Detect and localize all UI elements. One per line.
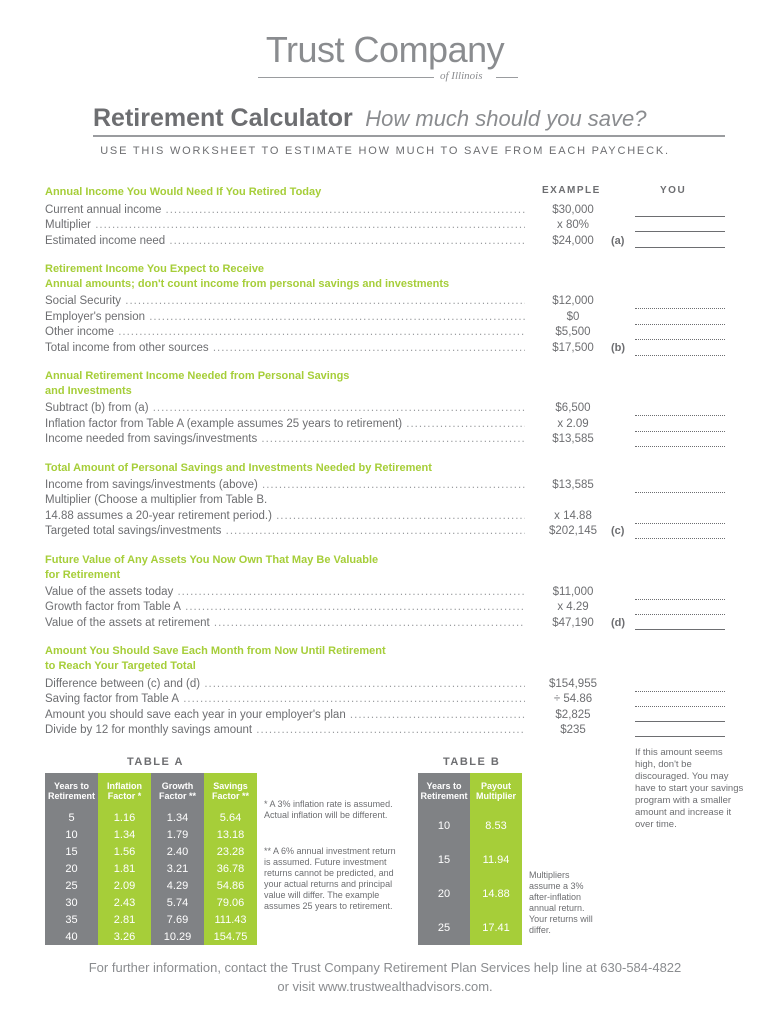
worksheet-row xyxy=(45,585,730,600)
table-row xyxy=(418,843,522,877)
table-cell: 4.29 xyxy=(151,877,204,894)
table-cell: 2.81 xyxy=(98,911,151,928)
row-example: $6,500 xyxy=(555,402,591,414)
table-a-header: Years to Retirement xyxy=(45,773,98,809)
row-label: Total income from other sources ..... xyxy=(45,341,525,356)
row-label: Divide by 12 for monthly savings amount ..... xyxy=(45,723,525,738)
title-rule xyxy=(93,135,725,137)
table-row xyxy=(45,894,257,911)
brand-header xyxy=(0,30,770,70)
table-cell: 7.69 xyxy=(151,911,204,928)
table-cell: 2.40 xyxy=(151,843,204,860)
section-title-total-savings: Total Amount of Personal Savings and Investments Needed by Retirement xyxy=(45,462,432,474)
you-input-line[interactable] xyxy=(635,231,725,232)
worksheet-row xyxy=(45,310,730,325)
table-cell: 30 xyxy=(45,894,98,911)
table-cell: 1.79 xyxy=(151,826,204,843)
row-label: Value of the assets today ..... xyxy=(45,585,525,600)
row-example: $5,500 xyxy=(555,326,591,338)
row-example: ÷ 54.86 xyxy=(553,693,593,705)
worksheet-row xyxy=(45,600,730,615)
brand-rule-left xyxy=(258,77,434,78)
worksheet-row xyxy=(45,723,730,738)
row-label: Estimated income need ..... xyxy=(45,234,525,249)
table-cell: 79.06 xyxy=(204,894,257,911)
row-label: Difference between (c) and (d) ..... xyxy=(45,677,525,692)
section-title-monthly-savings: Amount You Should Save Each Month from Now Until Retirement xyxy=(45,645,386,657)
you-input-line[interactable] xyxy=(635,613,725,615)
row-example: $11,000 xyxy=(552,586,594,598)
table-cell: 54.86 xyxy=(204,877,257,894)
table-b xyxy=(418,773,522,945)
table-row xyxy=(45,860,257,877)
row-label: Social Security ..... xyxy=(45,294,525,309)
table-row xyxy=(418,911,522,945)
row-example: $202,145 xyxy=(549,525,597,537)
table-cell: 10 xyxy=(418,809,470,843)
table-cell: 10 xyxy=(45,826,98,843)
worksheet-row xyxy=(45,432,730,447)
table-cell: 5.64 xyxy=(204,809,257,826)
table-row xyxy=(418,809,522,843)
table-cell: 2.09 xyxy=(98,877,151,894)
row-label: Targeted total savings/investments ..... xyxy=(45,524,525,539)
table-cell: 14.88 xyxy=(470,877,522,911)
row-label: Growth factor from Table A ..... xyxy=(45,600,525,615)
table-cell: 35 xyxy=(45,911,98,928)
row-example: $0 xyxy=(566,311,580,323)
side-note: If this amount seems high, don't be discouraged. You may have to start your savings program with a smaller amount and increase it over time. xyxy=(635,747,744,830)
brand-rule-right xyxy=(496,77,518,78)
row-example: $12,000 xyxy=(552,295,594,307)
table-a-note-return: ** A 6% annual investment return is assumed. Future investment returns cannot be predicted, and your actual returns and principal value will differ. The example assumes 25 years to retirement. xyxy=(264,846,396,911)
table-b-title: TABLE B xyxy=(443,756,501,768)
footer-line-1: For further information, contact the Trust Company Retirement Plan Services help line at 630-584-4822 xyxy=(88,960,682,975)
table-cell: 1.34 xyxy=(151,809,204,826)
section-subtitle-future-value: for Retirement xyxy=(45,569,121,581)
row-example: x 4.29 xyxy=(557,601,589,613)
title-sub: How much should you save? xyxy=(365,106,647,131)
row-label: Inflation factor from Table A (example assumes 25 years to retirement) ..... xyxy=(45,417,525,432)
row-example: $2,825 xyxy=(555,709,591,721)
row-example: $47,190 xyxy=(552,617,594,629)
worksheet-row xyxy=(45,234,730,249)
row-example: $13,585 xyxy=(552,433,594,445)
brand-name: Trust Company xyxy=(265,29,505,70)
table-cell: 1.16 xyxy=(98,809,151,826)
table-b-header: Years to Retirement xyxy=(418,773,470,809)
you-input-line[interactable] xyxy=(635,721,725,722)
table-cell: 1.56 xyxy=(98,843,151,860)
table-cell: 15 xyxy=(418,843,470,877)
section-subtitle-monthly-savings: to Reach Your Targeted Total xyxy=(45,660,196,672)
table-a xyxy=(45,773,257,945)
row-label: Multiplier ..... xyxy=(45,218,525,233)
column-you-header: YOU xyxy=(660,185,687,196)
table-cell: 23.28 xyxy=(204,843,257,860)
row-label: Employer's pension ..... xyxy=(45,310,525,325)
worksheet-row xyxy=(45,708,730,723)
table-a-header: Growth Factor ** xyxy=(151,773,204,809)
footer-line-2: or visit www.trustwealthadvisors.com. xyxy=(277,979,493,994)
table-a-header: Savings Factor ** xyxy=(204,773,257,809)
table-row xyxy=(45,809,257,826)
table-a-header: Inflation Factor * xyxy=(98,773,151,809)
worksheet-row xyxy=(45,294,730,309)
table-cell: 10.29 xyxy=(151,928,204,945)
worksheet-row xyxy=(45,203,730,218)
worksheet-row xyxy=(45,509,730,524)
worksheet-row xyxy=(45,677,730,692)
table-cell: 2.43 xyxy=(98,894,151,911)
you-input-line[interactable] xyxy=(635,338,725,340)
section-title-retirement-income: Retirement Income You Expect to Receive xyxy=(45,263,265,275)
footer xyxy=(0,958,770,996)
row-label: Subtract (b) from (a) ..... xyxy=(45,401,525,416)
row-label: Other income ..... xyxy=(45,325,525,340)
table-cell: 17.41 xyxy=(470,911,522,945)
row-example: $24,000 xyxy=(552,235,594,247)
table-cell: 20 xyxy=(45,860,98,877)
row-example: $30,000 xyxy=(552,204,594,216)
you-input-line[interactable] xyxy=(635,216,725,217)
table-cell: 5 xyxy=(45,809,98,826)
row-example: $13,585 xyxy=(552,479,594,491)
worksheet-row xyxy=(45,493,730,508)
table-row xyxy=(418,877,522,911)
you-input-line[interactable] xyxy=(635,247,725,248)
worksheet-row xyxy=(45,478,730,493)
table-cell: 40 xyxy=(45,928,98,945)
row-example: x 80% xyxy=(557,219,589,231)
row-label: Amount you should save each year in your employer's plan ..... xyxy=(45,708,525,723)
worksheet-row xyxy=(45,524,730,539)
worksheet-row xyxy=(45,417,730,432)
table-row xyxy=(45,826,257,843)
table-cell: 25 xyxy=(418,911,470,945)
row-label: 14.88 assumes a 20-year retirement period.) ..... xyxy=(45,509,525,524)
worksheet-row xyxy=(45,341,730,356)
table-cell: 5.74 xyxy=(151,894,204,911)
table-a-note-inflation: * A 3% inflation rate is assumed. Actual inflation will be different. xyxy=(264,799,393,820)
row-example: $235 xyxy=(560,724,586,736)
row-label: Value of the assets at retirement ..... xyxy=(45,616,525,631)
section-title-income-needed: Annual Retirement Income Needed from Personal Savings xyxy=(45,370,350,382)
worksheet-row xyxy=(45,401,730,416)
row-tag: (b) xyxy=(611,342,626,354)
you-input-line[interactable] xyxy=(635,537,725,539)
you-input-line[interactable] xyxy=(635,736,725,737)
section-subtitle-income-needed: and Investments xyxy=(45,385,132,397)
row-tag: (c) xyxy=(611,525,625,537)
worksheet-row xyxy=(45,218,730,233)
worksheet-row xyxy=(45,616,730,631)
table-cell: 25 xyxy=(45,877,98,894)
you-input-line[interactable] xyxy=(635,307,725,309)
table-row xyxy=(45,928,257,945)
row-label: Current annual income ..... xyxy=(45,203,525,218)
row-example: $154,955 xyxy=(549,678,597,690)
table-cell: 15 xyxy=(45,843,98,860)
table-a-title: TABLE A xyxy=(127,756,184,768)
row-example: x 2.09 xyxy=(557,418,589,430)
table-cell: 111.43 xyxy=(204,911,257,928)
row-tag: (d) xyxy=(611,617,626,629)
worksheet-row xyxy=(45,325,730,340)
row-example: $17,500 xyxy=(552,342,594,354)
table-row xyxy=(45,877,257,894)
table-row xyxy=(45,911,257,928)
row-label: Multiplier (Choose a multiplier from Table B. xyxy=(45,494,268,506)
you-input-line[interactable] xyxy=(635,705,725,707)
section-title-income-need: Annual Income You Would Need If You Retired Today xyxy=(45,186,322,198)
table-cell: 1.34 xyxy=(98,826,151,843)
you-input-line[interactable] xyxy=(635,354,725,356)
table-cell: 154.75 xyxy=(204,928,257,945)
brand-sub-text: of Illinois xyxy=(440,70,483,82)
section-title-future-value: Future Value of Any Assets You Now Own That May Be Valuable xyxy=(45,554,379,566)
table-cell: 3.21 xyxy=(151,860,204,877)
section-subtitle-retirement-income: Annual amounts; don't count income from personal savings and investments xyxy=(45,278,450,290)
table-cell: 1.81 xyxy=(98,860,151,877)
row-label: Income from savings/investments (above) ..... xyxy=(45,478,525,493)
table-cell: 11.94 xyxy=(470,843,522,877)
table-b-note: Multipliers assume a 3% after-inflation annual return. Your returns will differ. xyxy=(529,870,593,935)
row-label: Saving factor from Table A ..... xyxy=(45,692,525,707)
row-tag: (a) xyxy=(611,235,625,247)
title-main: Retirement Calculator xyxy=(93,104,353,132)
you-input-line[interactable] xyxy=(635,414,725,416)
page-title xyxy=(93,104,647,133)
worksheet-row xyxy=(45,692,730,707)
table-cell: 3.26 xyxy=(98,928,151,945)
table-cell: 13.18 xyxy=(204,826,257,843)
you-input-line[interactable] xyxy=(635,629,725,630)
instruction-text: USE THIS WORKSHEET TO ESTIMATE HOW MUCH TO SAVE FROM EACH PAYCHECK. xyxy=(100,145,670,157)
you-input-line[interactable] xyxy=(635,445,725,447)
row-example: x 14.88 xyxy=(554,510,592,522)
table-cell: 8.53 xyxy=(470,809,522,843)
row-label: Income needed from savings/investments ..... xyxy=(45,432,525,447)
brand-subtitle xyxy=(258,70,518,84)
table-cell: 20 xyxy=(418,877,470,911)
table-row xyxy=(45,843,257,860)
table-b-header: Payout Multiplier xyxy=(470,773,522,809)
table-cell: 36.78 xyxy=(204,860,257,877)
column-example-header: EXAMPLE xyxy=(542,185,601,196)
